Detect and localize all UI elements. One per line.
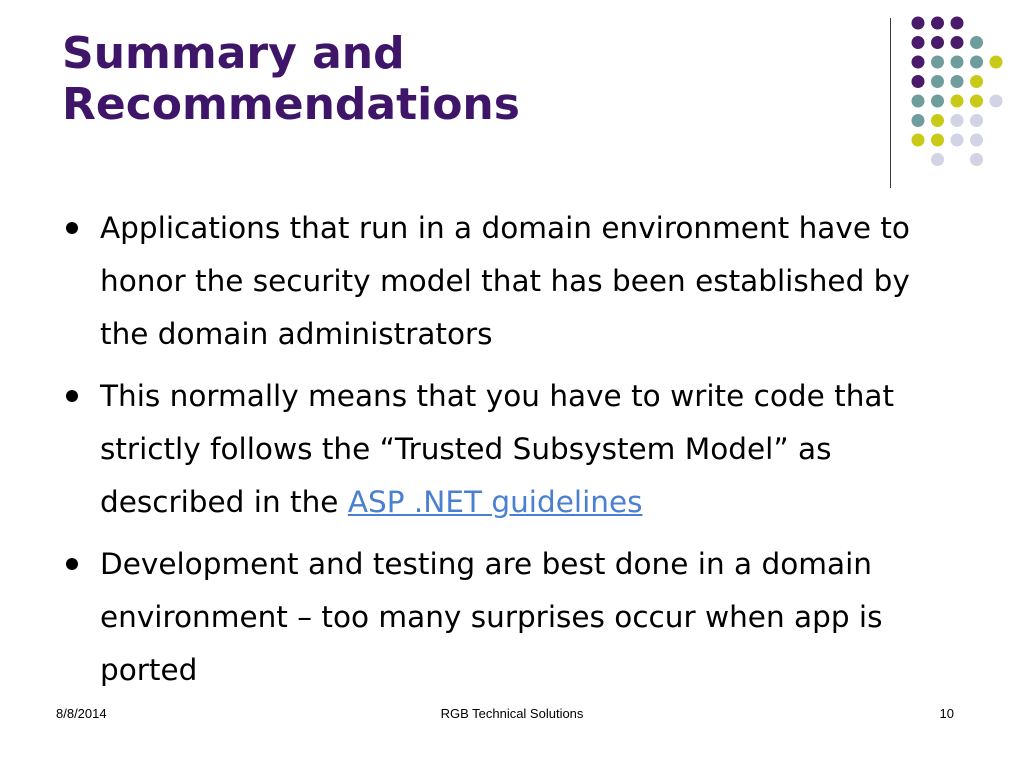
bullet-dot-icon <box>66 222 78 234</box>
slide-title-line-1: Summary and <box>62 28 405 79</box>
bullet-item <box>64 538 964 697</box>
slide-title <box>62 28 862 130</box>
decorative-dot <box>970 95 983 108</box>
slide-title-line-2: Recommendations <box>62 79 520 130</box>
title-divider-line <box>890 18 891 188</box>
decorative-dot <box>951 95 964 108</box>
decorative-dot <box>931 114 944 127</box>
decorative-dot <box>970 75 983 88</box>
decorative-dot <box>970 36 983 49</box>
decorative-dot <box>951 17 964 30</box>
bullet-item <box>64 370 964 529</box>
decorative-dot <box>912 114 925 127</box>
bullet-dot-icon <box>66 558 78 570</box>
decorative-dot <box>951 75 964 88</box>
footer-page-number: 10 <box>939 706 954 721</box>
decorative-dot <box>931 153 944 166</box>
decorative-dot <box>951 134 964 147</box>
bullet-text: Applications that run in a domain environment have to honor the security model that has been established by the domain administrators <box>100 211 910 351</box>
decorative-dot <box>931 56 944 69</box>
decorative-dot <box>912 134 925 147</box>
decorative-dot <box>912 95 925 108</box>
decorative-dot <box>951 114 964 127</box>
decorative-dot <box>912 36 925 49</box>
decorative-dot <box>931 36 944 49</box>
bullet-item <box>64 202 964 361</box>
decorative-dot <box>912 75 925 88</box>
decorative-dot <box>951 56 964 69</box>
bullet-text: This normally means that you have to write code that strictly follows the “Trusted Subsystem Model” as described in the <box>100 379 895 519</box>
decorative-dot <box>970 134 983 147</box>
asp-net-guidelines-link[interactable]: ASP .NET guidelines <box>347 485 643 519</box>
decorative-dot <box>990 56 1003 69</box>
footer-date: 8/8/2014 <box>56 706 107 721</box>
footer-company: RGB Technical Solutions <box>440 706 584 721</box>
decorative-dot <box>912 17 925 30</box>
decorative-dot <box>970 153 983 166</box>
bullet-text: Development and testing are best done in a domain environment – too many surprises occur when app is ported <box>100 547 883 687</box>
decorative-dot <box>970 114 983 127</box>
decorative-dot <box>931 95 944 108</box>
decorative-dot <box>931 75 944 88</box>
decorative-dot <box>951 36 964 49</box>
decorative-dot <box>931 17 944 30</box>
decorative-dot <box>970 56 983 69</box>
decorative-dot <box>990 95 1003 108</box>
bullet-dot-icon <box>66 390 78 402</box>
decorative-dot <box>912 56 925 69</box>
bullet-list <box>64 202 964 706</box>
decorative-dot <box>931 134 944 147</box>
